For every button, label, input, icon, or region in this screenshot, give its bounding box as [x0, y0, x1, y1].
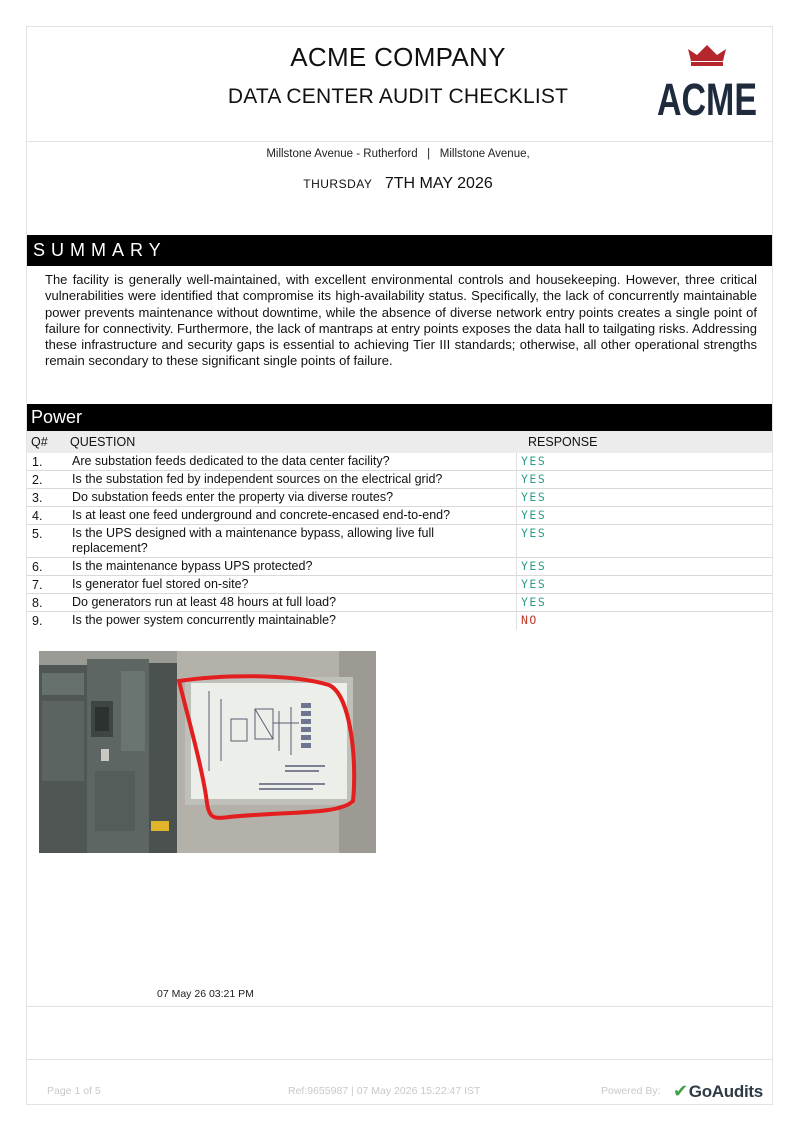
acme-logo — [655, 41, 759, 123]
goaudits-brand: GoAudits — [688, 1082, 763, 1101]
question-number: 3. — [32, 491, 43, 505]
table-row — [27, 525, 772, 558]
response-value: YES — [516, 453, 546, 471]
power-title: Power — [31, 407, 83, 427]
powered-by-label: Powered By: — [601, 1085, 661, 1097]
question-number: 7. — [32, 578, 43, 592]
response-value: YES — [516, 525, 546, 558]
divider — [27, 1059, 772, 1060]
goaudits-logo — [673, 1081, 763, 1102]
audit-date — [27, 175, 769, 193]
question-table — [27, 453, 772, 629]
audit-date-value: 7TH MAY 2026 — [384, 175, 493, 192]
audit-date-day: THURSDAY — [303, 177, 373, 191]
response-value: YES — [516, 576, 546, 594]
question-text: Do substation feeds enter the property via diverse routes? — [72, 490, 394, 504]
question-number: 9. — [32, 614, 43, 628]
response-value: YES — [516, 594, 546, 612]
question-text: Is the maintenance bypass UPS protected? — [72, 559, 313, 573]
checkmark-icon: ✔ — [673, 1081, 688, 1101]
question-table-header — [27, 431, 772, 453]
audit-report-page — [26, 26, 773, 1105]
question-number: 8. — [32, 596, 43, 610]
question-text: Is at least one feed underground and concrete-encased end-to-end? — [72, 508, 451, 522]
table-row — [27, 612, 772, 629]
table-row — [27, 594, 772, 612]
column-response: RESPONSE — [528, 435, 598, 449]
question-text: Are substation feeds dedicated to the data center facility? — [72, 454, 390, 468]
question-text: Is the substation fed by independent sources on the electrical grid? — [72, 472, 443, 486]
site-address: Millstone Avenue - Rutherford | Millstone Avenue, — [266, 148, 530, 160]
response-value: YES — [516, 489, 546, 507]
column-question: QUESTION — [70, 435, 136, 449]
power-section-header — [27, 404, 772, 431]
question-number: 2. — [32, 473, 43, 487]
response-value: YES — [516, 558, 546, 576]
table-row — [27, 576, 772, 594]
question-number: 6. — [32, 560, 43, 574]
table-row — [27, 453, 772, 471]
report-header — [27, 27, 772, 142]
table-row — [27, 558, 772, 576]
table-row — [27, 471, 772, 489]
table-row — [27, 489, 772, 507]
report-title: DATA CENTER AUDIT CHECKLIST — [227, 85, 569, 108]
svg-text:ACME: ACME — [657, 74, 757, 125]
divider — [27, 1006, 772, 1007]
page-number: Page 1 of 5 — [47, 1085, 101, 1097]
column-num: Q# — [31, 435, 48, 449]
crown-icon — [688, 45, 726, 66]
evidence-photo[interactable] — [39, 651, 376, 853]
question-number: 5. — [32, 527, 43, 541]
response-value: NO — [516, 612, 538, 630]
photo-timestamp: 07 May 26 03:21 PM — [157, 988, 254, 1000]
summary-text: The facility is generally well-maintained, with excellent environmental controls and housekeeping. However, three critical vulnerabilities were identified that compromise its high-availability status. Specifically, the lack of concurrently maintainable power prevents maintenance without downtime, while the absence of diverse network entry points creates a single point of failure for connectivity. Furthermore, the lack of mantraps at entry points exposes the data hall to tailgating risks. Addressing these infrastructure and security gaps is essential to achieving Tier III standards; otherwise, all other operational strengths remain secondary to these significant single points of failure. — [45, 272, 757, 369]
question-number: 1. — [32, 455, 43, 469]
question-text: Is generator fuel stored on-site? — [72, 577, 249, 591]
question-text: Do generators run at least 48 hours at full load? — [72, 595, 337, 609]
summary-title: SUMMARY — [33, 240, 167, 260]
response-value: YES — [516, 471, 546, 489]
company-name: ACME COMPANY — [290, 42, 506, 72]
summary-section-header — [27, 235, 772, 266]
question-text: Is the UPS designed with a maintenance bypass, allowing live full replacement? — [72, 526, 435, 555]
question-number: 4. — [32, 509, 43, 523]
response-value: YES — [516, 507, 546, 525]
question-text: Is the power system concurrently maintainable? — [72, 613, 337, 627]
table-row — [27, 507, 772, 525]
report-reference: Ref:9655987 | 07 May 2026 15:22:47 IST — [288, 1085, 481, 1097]
